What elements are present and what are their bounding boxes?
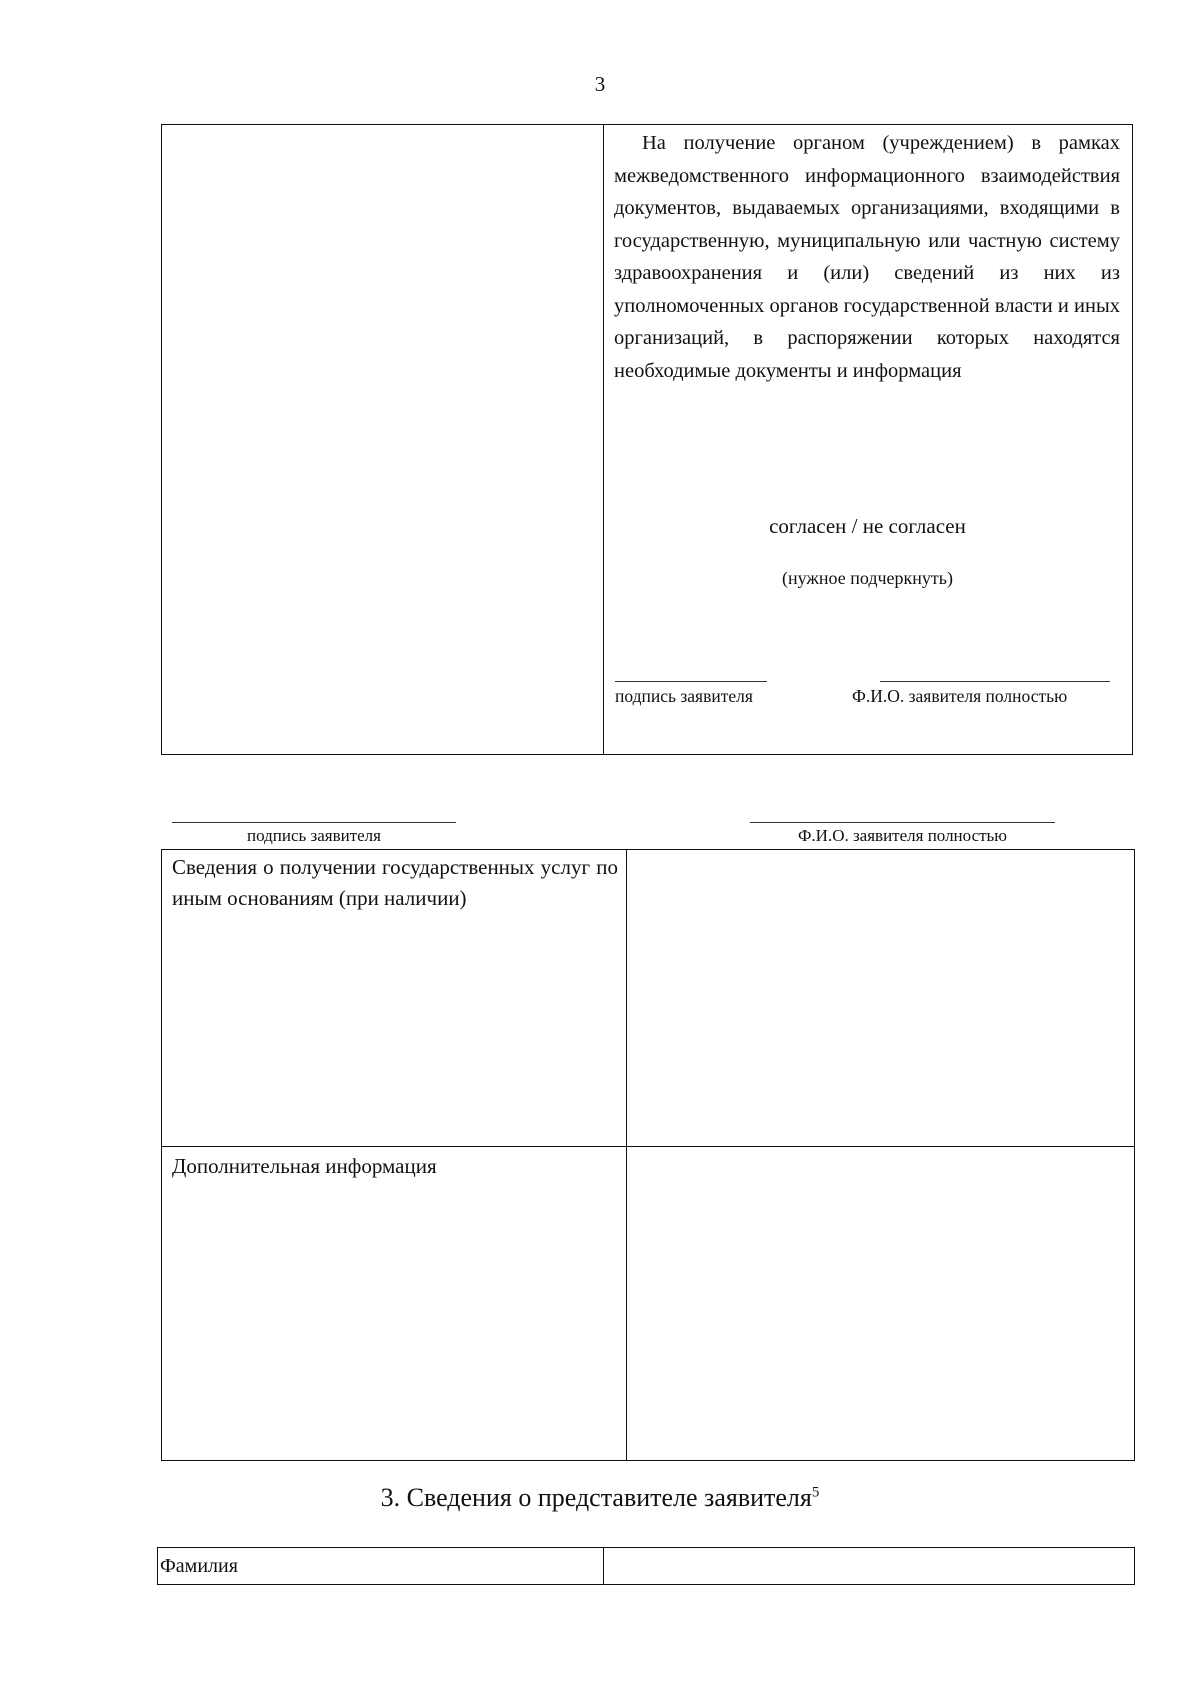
page-number: 3	[594, 72, 606, 96]
info-table	[161, 849, 1135, 1461]
additional-info-label: Дополнительная информация	[172, 1154, 437, 1178]
column-divider	[626, 850, 627, 1460]
surname-label: Фамилия	[160, 1555, 238, 1577]
agree-choice: согласен / не согласен	[769, 514, 966, 538]
agree-hint: (нужное подчеркнуть)	[782, 568, 953, 588]
fullname-label: Ф.И.О. заявителя полностью	[852, 686, 1068, 706]
signature-line	[615, 681, 767, 682]
section-title	[0, 1483, 1200, 1513]
consent-text: На получение органом (учреждением) в рамках межведомственного информационного взаимодействия документов, выдаваемых организациями, входящими в государственную, муниципальную или частную систему здравоохранения и (или) сведений из них из уполномоченных органов государственной власти и иных организаций, в распоряжении которых находятся необходимые документы и информация	[614, 132, 1120, 382]
applicant-signature-label: подпись заявителя	[247, 826, 381, 845]
applicant-fullname-line	[750, 822, 1055, 823]
applicant-signature-line	[172, 822, 456, 823]
row-divider	[162, 1146, 1134, 1147]
column-divider	[603, 125, 604, 754]
consent-table	[161, 124, 1133, 755]
representative-table	[157, 1547, 1135, 1585]
other-services-label: Сведения о получении государственных услуг по иным основаниям (при наличии)	[172, 855, 618, 910]
footnote-marker: 5	[811, 1484, 820, 1501]
signature-label: подпись заявителя	[615, 686, 753, 706]
section-title-text: 3. Сведения о представителе заявителя	[380, 1483, 812, 1512]
fullname-line	[880, 681, 1110, 682]
column-divider	[603, 1548, 604, 1584]
applicant-fullname-label: Ф.И.О. заявителя полностью	[797, 826, 1008, 845]
